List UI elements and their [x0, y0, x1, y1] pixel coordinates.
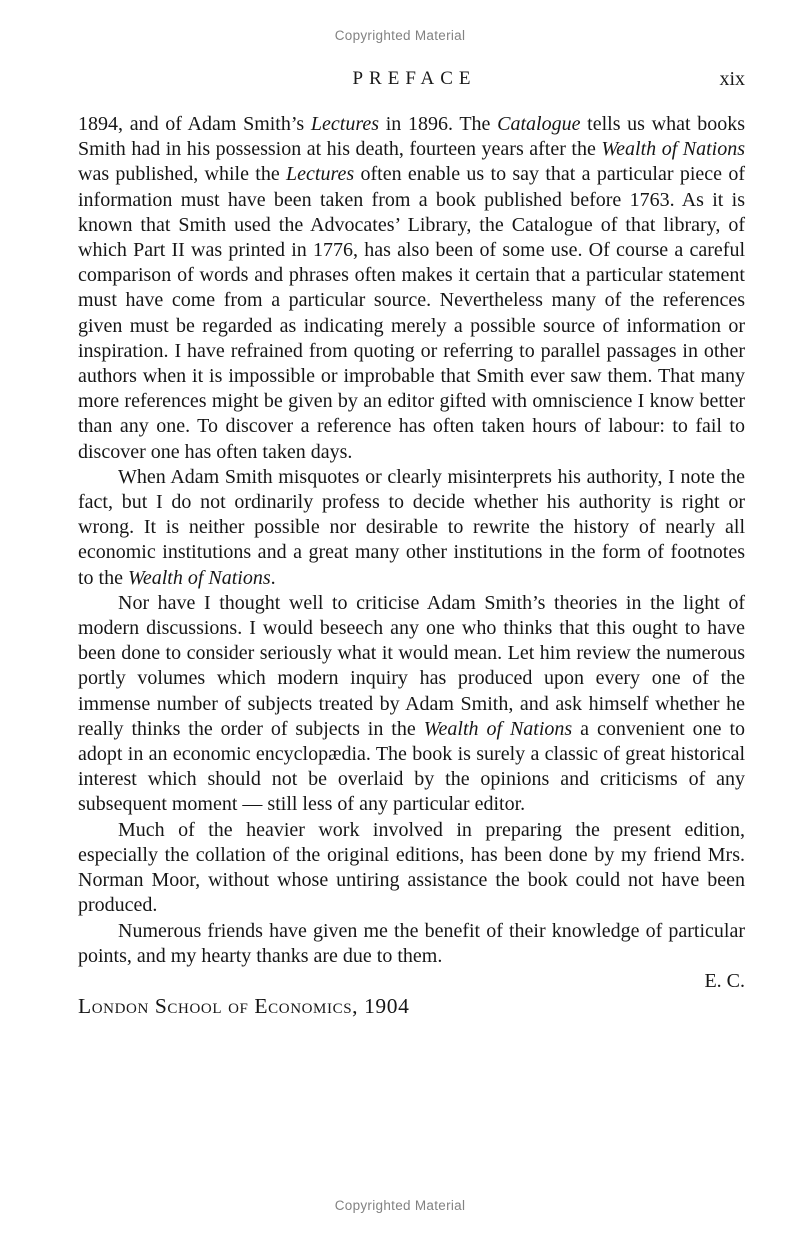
paragraph-3: Nor have I thought well to criticise Adam Smith’s theories in the light of modern discussions. I would beseech any one who thinks that this ought to have been done to consider seriously what it would mean. Let him review the numerous portly volumes which modern inquiry has produced upon every one of the immense number of subjects treated by Adam Smith, and ask himself whether he really thinks the order of subjects in the Wealth of Nations a convenient one to adopt in an economic encyclopædia. The book is surely a classic of great historical interest which should not be overlaid by the opinions and criticisms of any subsequent moment — still less of any particular editor. [78, 591, 746, 816]
body-text [78, 112, 745, 1019]
page-title: PREFACE [352, 68, 477, 89]
paragraph-2: When Adam Smith misquotes or clearly misinterprets his authority, I note the fact, but I do not ordinarily profess to decide whether his authority is right or wrong. It is neither possible nor desirable to rewrite the history of nearly all economic institutions and a great many other institutions in the form of footnotes to the Wealth of Nations. [78, 465, 745, 589]
copyright-notice-bottom: Copyrighted Material [334, 1198, 466, 1213]
paragraph-4: Much of the heavier work involved in preparing the present edition, especially the collation of the original editions, has been done by my friend Mrs. Norman Moor, without whose untiring assistance the book could not have been produced. [78, 818, 745, 917]
copyright-notice-top: Copyrighted Material [334, 28, 466, 43]
paragraph-1: 1894, and of Adam Smith’s Lectures in 1896. The Catalogue tells us what books Smith had in his possession at his death, fourteen years after the Wealth of Nations was published, while the Lectures often enable us to say that a particular piece of information must have been taken from a book published before 1763. As it is known that Smith used the Advocates’ Library, the Catalogue of that library, of which Part II was printed in 1776, has also been of some use. Of course a careful comparison of words and phrases often makes it certain that a particular statement must have come from a particular source. Nevertheless many of the references given must be regarded as indicating merely a possible source of information or inspiration. I have refrained from quoting or referring to parallel passages in other authors when it is impossible or improbable that Smith ever saw them. That many more references might be given by an editor gifted with omniscience I know better than any one. To discover a reference has often taken hours of labour: to fail to discover one has often taken days. [78, 113, 746, 463]
running-head [78, 68, 745, 96]
paragraph-5: Numerous friends have given me the benefit of their knowledge of particular points, and my hearty thanks are due to them. [78, 919, 745, 967]
page-number: xix [719, 68, 745, 90]
imprint-line: London School of Economics, 1904 [78, 994, 410, 1019]
editor-initials: E. C. [704, 969, 745, 992]
